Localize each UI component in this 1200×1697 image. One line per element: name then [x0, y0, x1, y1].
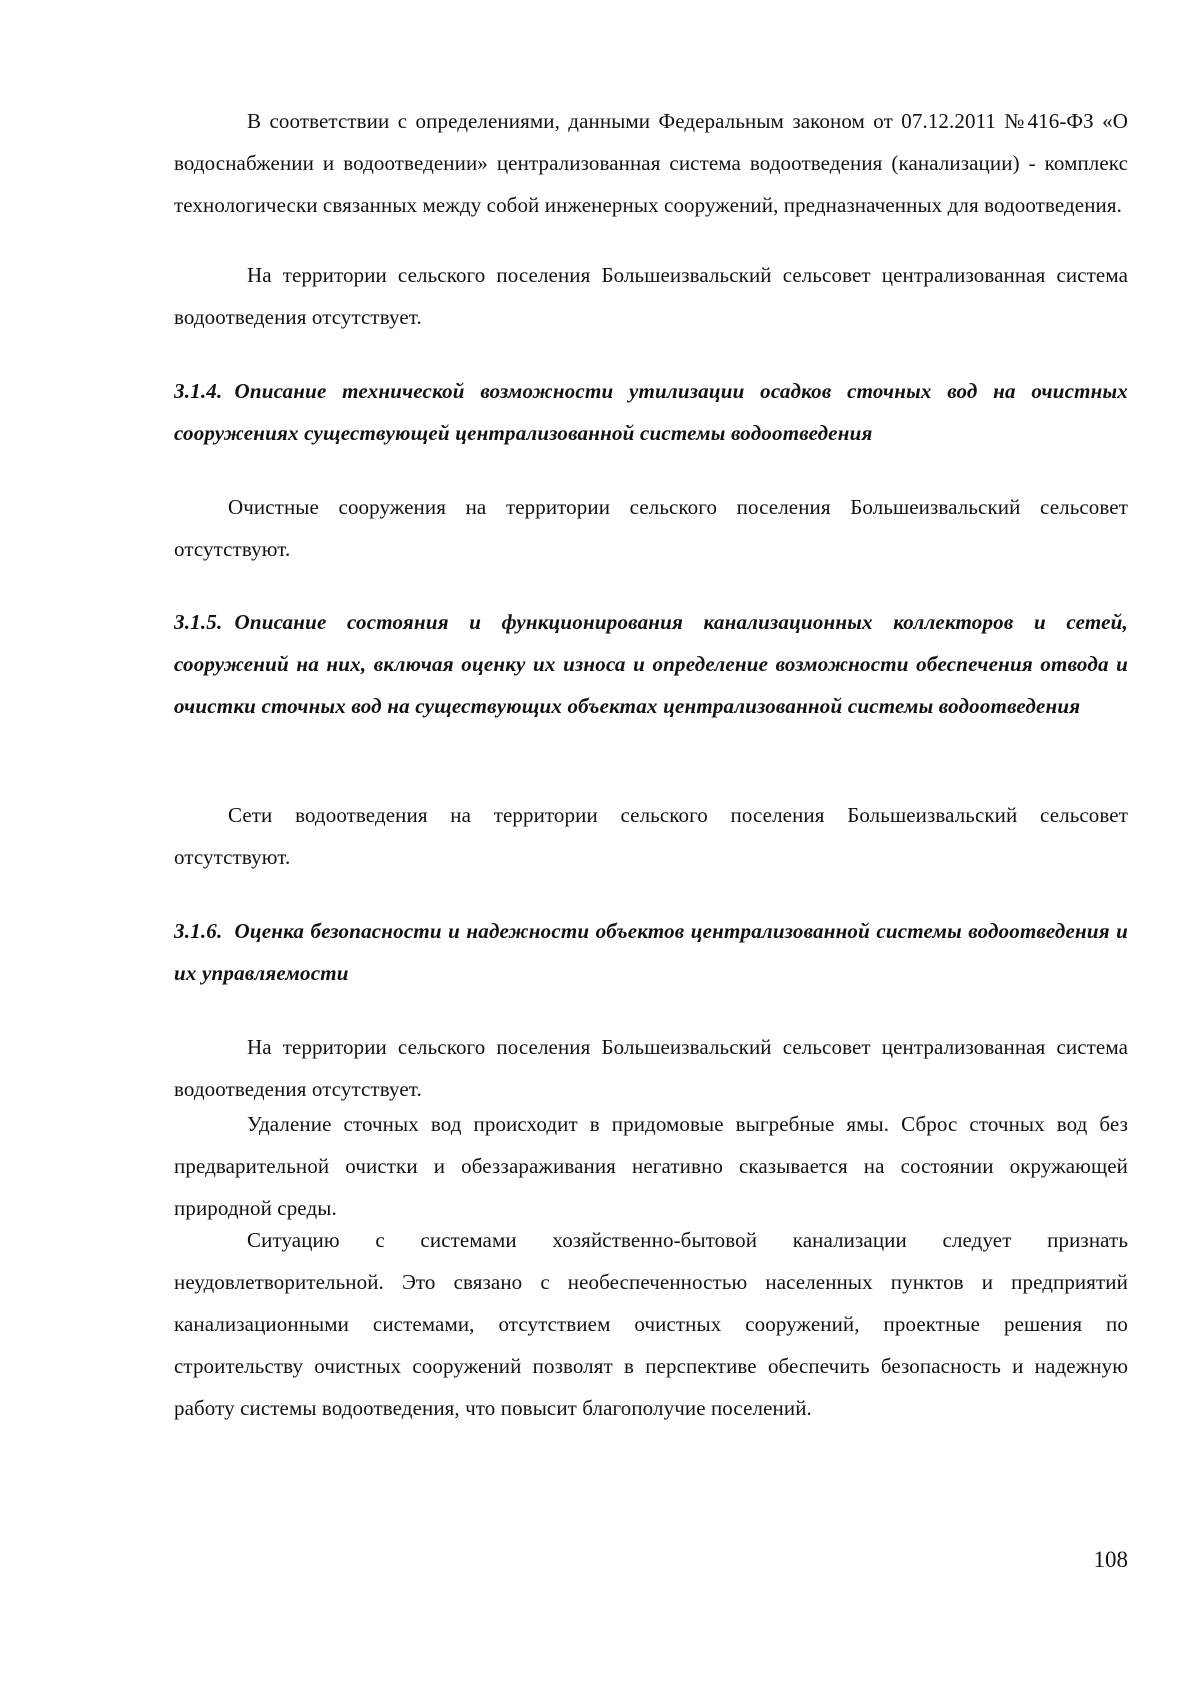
section-number: 3.1.4. — [174, 379, 223, 403]
paragraph-situation-assessment: Ситуацию с системами хозяйственно-бытовой канализации следует признать неудовлетворительной. Это связано с необеспеченностью населенных пунктов и предприятий канализационными системами, отсутствием очистных сооружений, проектные решения по строительству очистных сооружений позволят в перспективе обеспечить безопасность и надежную работу системы водоотведения, что повысит благополучие поселений. — [174, 1228, 1128, 1420]
paragraph-wastewater-removal: Удаление сточных вод происходит в придомовые выгребные ямы. Сброс сточных вод без предварительной очистки и обеззараживания негативно сказывается на состоянии окружающей природной среды. — [174, 1112, 1128, 1220]
paragraph-treatment-facilities: Очистные сооружения на территории сельского поселения Большеизвальский сельсовет отсутствуют. — [174, 495, 1128, 561]
section-heading-3-1-4 — [174, 370, 1128, 454]
section-heading-3-1-5 — [174, 601, 1128, 727]
paragraph-no-central-system-2: На территории сельского поселения Большеизвальский сельсовет централизованная система водоотведения отсутствует. — [174, 1035, 1128, 1101]
paragraph-sewer-networks: Сети водоотведения на территории сельского поселения Большеизвальский сельсовет отсутствуют. — [174, 803, 1128, 869]
page-number: 108 — [1093, 1547, 1128, 1572]
document-page — [174, 0, 1128, 1697]
section-title: Оценка безопасности и надежности объектов централизованной системы водоотведения и их управляемости — [174, 919, 1128, 985]
section-title: Описание технической возможности утилизации осадков сточных вод на очистных сооружениях существующей централизованной системы водоотведения — [174, 379, 1128, 445]
section-number: 3.1.5. — [174, 610, 223, 634]
section-title: Описание состояния и функционирования канализационных коллекторов и сетей, сооружений на них, включая оценку их износа и определение возможности обеспечения отвода и очистки сточных вод на существующих объектах централизованной системы водоотведения — [174, 610, 1128, 718]
paragraph-no-central-system: На территории сельского поселения Большеизвальский сельсовет централизованная система водоотведения отсутствует. — [174, 263, 1128, 329]
section-heading-3-1-6 — [174, 910, 1128, 994]
paragraph-definition: В соответствии с определениями, данными Федеральным законом от 07.12.2011 №416-ФЗ «О водоснабжении и водоотведении» централизованная система водоотведения (канализации) - комплекс технологически связанных между собой инженерных сооружений, предназначенных для водоотведения. — [174, 109, 1128, 217]
section-number: 3.1.6. — [174, 919, 223, 943]
